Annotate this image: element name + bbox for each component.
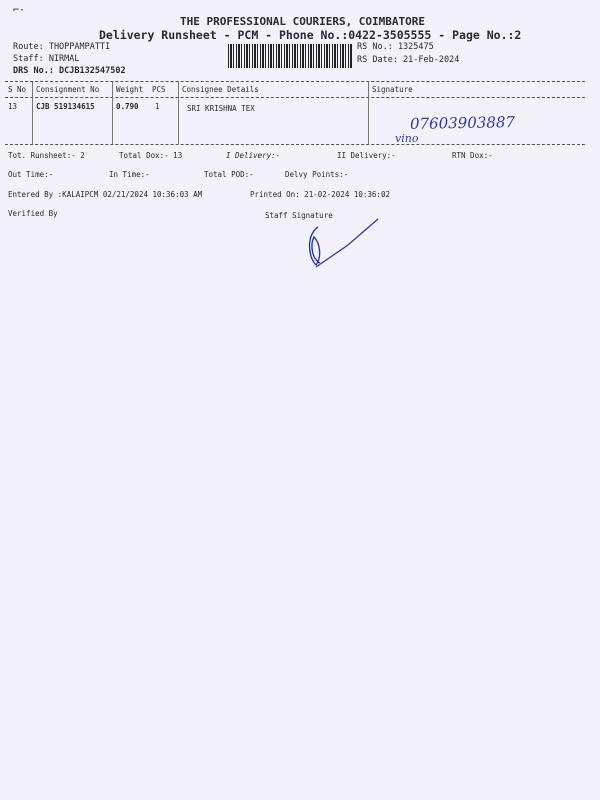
rtn-dox: RTN Dox:- bbox=[452, 151, 493, 160]
delvy-points: Delvy Points:- bbox=[285, 170, 349, 179]
route-label: Route: THOPPAMPATTI bbox=[13, 42, 111, 52]
corner-mark: ⌐· bbox=[13, 5, 26, 16]
col-divider bbox=[112, 82, 113, 144]
table-header-rule bbox=[5, 97, 585, 98]
drs-number: DRS No.: DCJB132547502 bbox=[13, 66, 126, 76]
handwritten-phone: 07603903887 bbox=[409, 113, 516, 133]
row-consignment: CJB 519134615 bbox=[36, 102, 95, 111]
entered-by: Entered By :KALAIPCM 02/21/2024 10:36:03 AM bbox=[8, 190, 203, 199]
col-header-sno: S No bbox=[8, 85, 27, 94]
col-divider bbox=[368, 82, 369, 144]
barcode-image bbox=[228, 44, 352, 68]
col-header-consignee: Consignee Details bbox=[182, 85, 259, 94]
company-title: THE PROFESSIONAL COURIERS, COIMBATORE bbox=[180, 15, 426, 28]
i-delivery: I Delivery:- bbox=[226, 151, 281, 160]
row-weight: 0.790 bbox=[116, 102, 139, 111]
rs-date: RS Date: 21-Feb-2024 bbox=[357, 55, 460, 65]
col-divider bbox=[178, 82, 179, 144]
ii-delivery: II Delivery:- bbox=[337, 151, 396, 160]
staff-signature-icon bbox=[300, 215, 390, 275]
col-header-consignment: Consignment No bbox=[36, 85, 100, 94]
in-time: In Time:- bbox=[109, 170, 150, 179]
row-pcs: 1 bbox=[155, 102, 160, 111]
verified-by: Verified By bbox=[8, 209, 58, 218]
total-pod: Total POD:- bbox=[204, 170, 254, 179]
table-bottom-rule bbox=[5, 144, 585, 145]
printed-on: Printed On: 21-02-2024 10:36:02 bbox=[250, 190, 390, 199]
col-header-signature: Signature bbox=[372, 85, 413, 94]
rs-number: RS No.: 1325475 bbox=[357, 42, 434, 52]
staff-signature-label: Staff Signature bbox=[265, 211, 333, 220]
runsheet-subtitle: Delivery Runsheet - PCM - Phone No.:0422-3505555 - Page No.:2 bbox=[99, 28, 522, 42]
col-header-pcs: PCS bbox=[152, 85, 166, 94]
row-consignee: SRI KRISHNA TEX bbox=[187, 104, 255, 113]
row-sno: 13 bbox=[8, 102, 18, 111]
total-runsheet: Tot. Runsheet:- 2 bbox=[8, 151, 85, 160]
col-header-weight: Weight bbox=[116, 85, 144, 94]
out-time: Out Time:- bbox=[8, 170, 54, 179]
staff-label: Staff: NIRMAL bbox=[13, 54, 80, 64]
handwritten-name: vino bbox=[395, 132, 419, 145]
table-top-rule bbox=[5, 81, 585, 82]
col-divider bbox=[32, 82, 33, 144]
total-dox: Total Dox:- 13 bbox=[119, 151, 183, 160]
